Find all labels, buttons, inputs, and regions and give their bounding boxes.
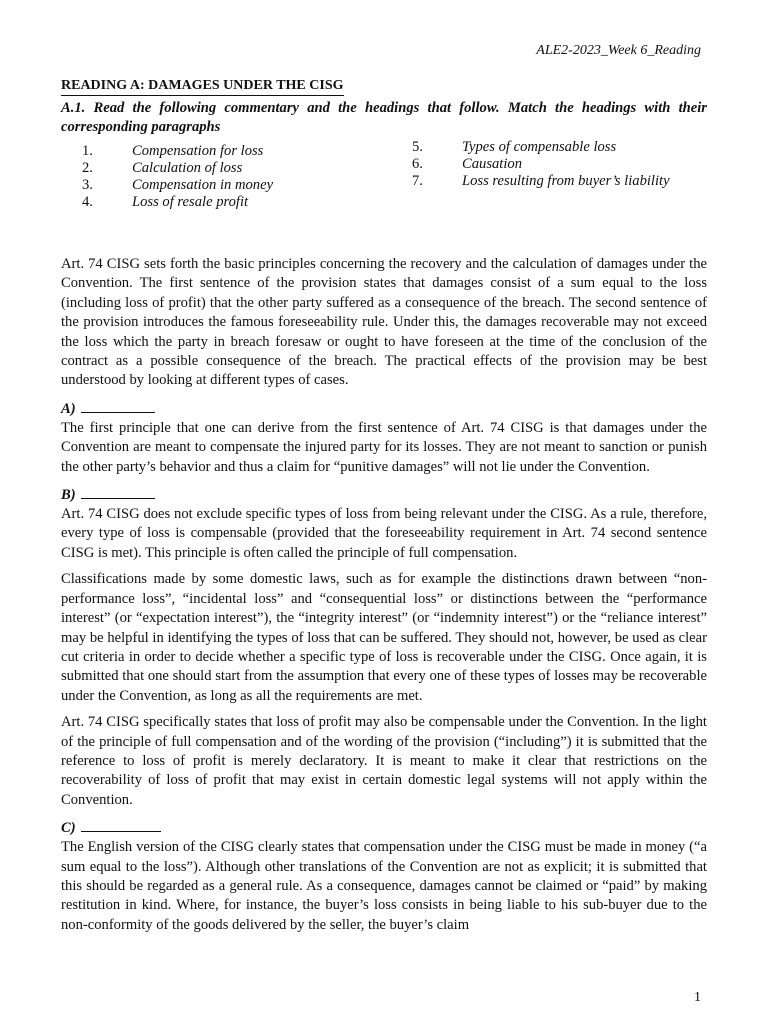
heading-number: 3.	[82, 177, 93, 193]
answer-blank-a[interactable]	[81, 398, 155, 413]
heading-text: Compensation for loss	[132, 143, 264, 159]
paragraph-b1: Art. 74 CISG does not exclude specific types of loss from being relevant under the CISG. As a rule, therefore, every type of loss is compensable (provided that the foreseeability requirement in Art. 74 second sentence CISG is met). This principle is often called the principle of full compensation.	[61, 506, 707, 561]
heading-item	[412, 173, 670, 190]
paragraph-b2: Classifications made by some domestic laws, such as for example the distinctions drawn between “non-performance loss”, “incidental loss” and “consequential loss” or distinctions between the “performance interest” (or “expectation interest”), the “integrity interest” (or “indemnity interest”) or the “reliance interest” may be helpful in identifying the types of loss that can be suffered. They should not, however, be used as clear cut criteria in order to decide whether a specific type of loss is recoverable under the CISG. Once again, it is submitted that one should start from the assumption that every one of these types of losses may be recoverable under the Convention, as long as all the requirements are met.	[61, 571, 707, 704]
heading-text: Loss resulting from buyer’s liability	[462, 173, 670, 189]
paragraph-b3: Art. 74 CISG specifically states that loss of profit may also be compensable under the Convention. In the light of the principle of full compensation and of the wording of the provision (“including”) it is submitted that the reference to loss of profit is merely declaratory. It is meant to make it clear that restrictions on the recoverability of loss of profit that may exist in certain domestic legal systems will not apply within the Convention.	[61, 714, 707, 808]
headings-list	[61, 141, 707, 217]
heading-item	[82, 194, 273, 211]
instruction-text: A.1. Read the following commentary and the headings that follow. Match the headings with their corresponding paragraphs	[61, 100, 707, 135]
paragraph-c: The English version of the CISG clearly states that compensation under the CISG must be made in money (“a sum equal to the loss”). Although other translations of the Convention are not as explicit; it is submitted that this should be regarded as a general rule. As a consequence, damages cannot be claimed or “paid” by making restitution in kind. Where, for instance, the buyer’s loss consists in being liable to his sub-buyer due to the non-conformity of the goods delivered by the seller, the buyer’s claim	[61, 839, 707, 933]
slot-label: C)	[61, 820, 76, 837]
heading-text: Types of compensable loss	[462, 139, 617, 155]
answer-slot-a	[61, 398, 707, 418]
heading-text: Causation	[462, 156, 523, 172]
heading-number: 4.	[82, 194, 93, 210]
intro-paragraph: Art. 74 CISG sets forth the basic principles concerning the recovery and the calculation of damages under the Convention. The first sentence of the provision states that damages consist of a sum equal to the loss (including loss of profit) that the other party suffered as a consequence of the breach. The second sentence of the provision introduces the famous foreseeability rule. Under this, the damages recoverable may not exceed the loss which the party in breach foresaw or ought to have foreseen at the time of the conclusion of the contract as a possible consequence of the breach. The practical effects of the provision may be best understood by looking at different types of cases.	[61, 256, 707, 389]
heading-text: Calculation of loss	[132, 160, 243, 176]
paragraph-a: The first principle that one can derive from the first sentence of Art. 74 CISG is that damages under the Convention are meant to compensate the injured party for its losses. They are not meant to sanction or punish the other party’s behavior and thus a claim for “punitive damages” will not lie under the Convention.	[61, 419, 707, 475]
headings-left-column	[82, 143, 273, 211]
heading-number: 7.	[412, 173, 423, 189]
answer-slot-b	[61, 484, 707, 504]
heading-item	[82, 143, 273, 160]
page-number: 1	[694, 990, 701, 1005]
heading-item	[412, 156, 670, 173]
heading-item	[82, 177, 273, 194]
heading-item	[412, 139, 670, 156]
heading-number: 5.	[412, 139, 423, 155]
heading-item	[82, 160, 273, 177]
document-code: ALE2-2023_Week 6_Reading	[536, 43, 701, 58]
slot-label: A)	[61, 400, 76, 417]
heading-number: 1.	[82, 143, 93, 159]
heading-number: 2.	[82, 160, 93, 176]
heading-text: Loss of resale profit	[132, 194, 249, 210]
heading-text: Compensation in money	[132, 177, 274, 193]
answer-blank-b[interactable]	[81, 484, 155, 499]
document-body	[61, 76, 707, 942]
answer-slot-c	[61, 817, 707, 837]
slot-label: B)	[61, 487, 76, 504]
headings-right-column	[412, 139, 670, 190]
heading-number: 6.	[412, 156, 423, 172]
answer-blank-c[interactable]	[81, 817, 161, 832]
reading-title: READING A: DAMAGES UNDER THE CISG	[61, 77, 344, 96]
spacer	[61, 217, 707, 255]
